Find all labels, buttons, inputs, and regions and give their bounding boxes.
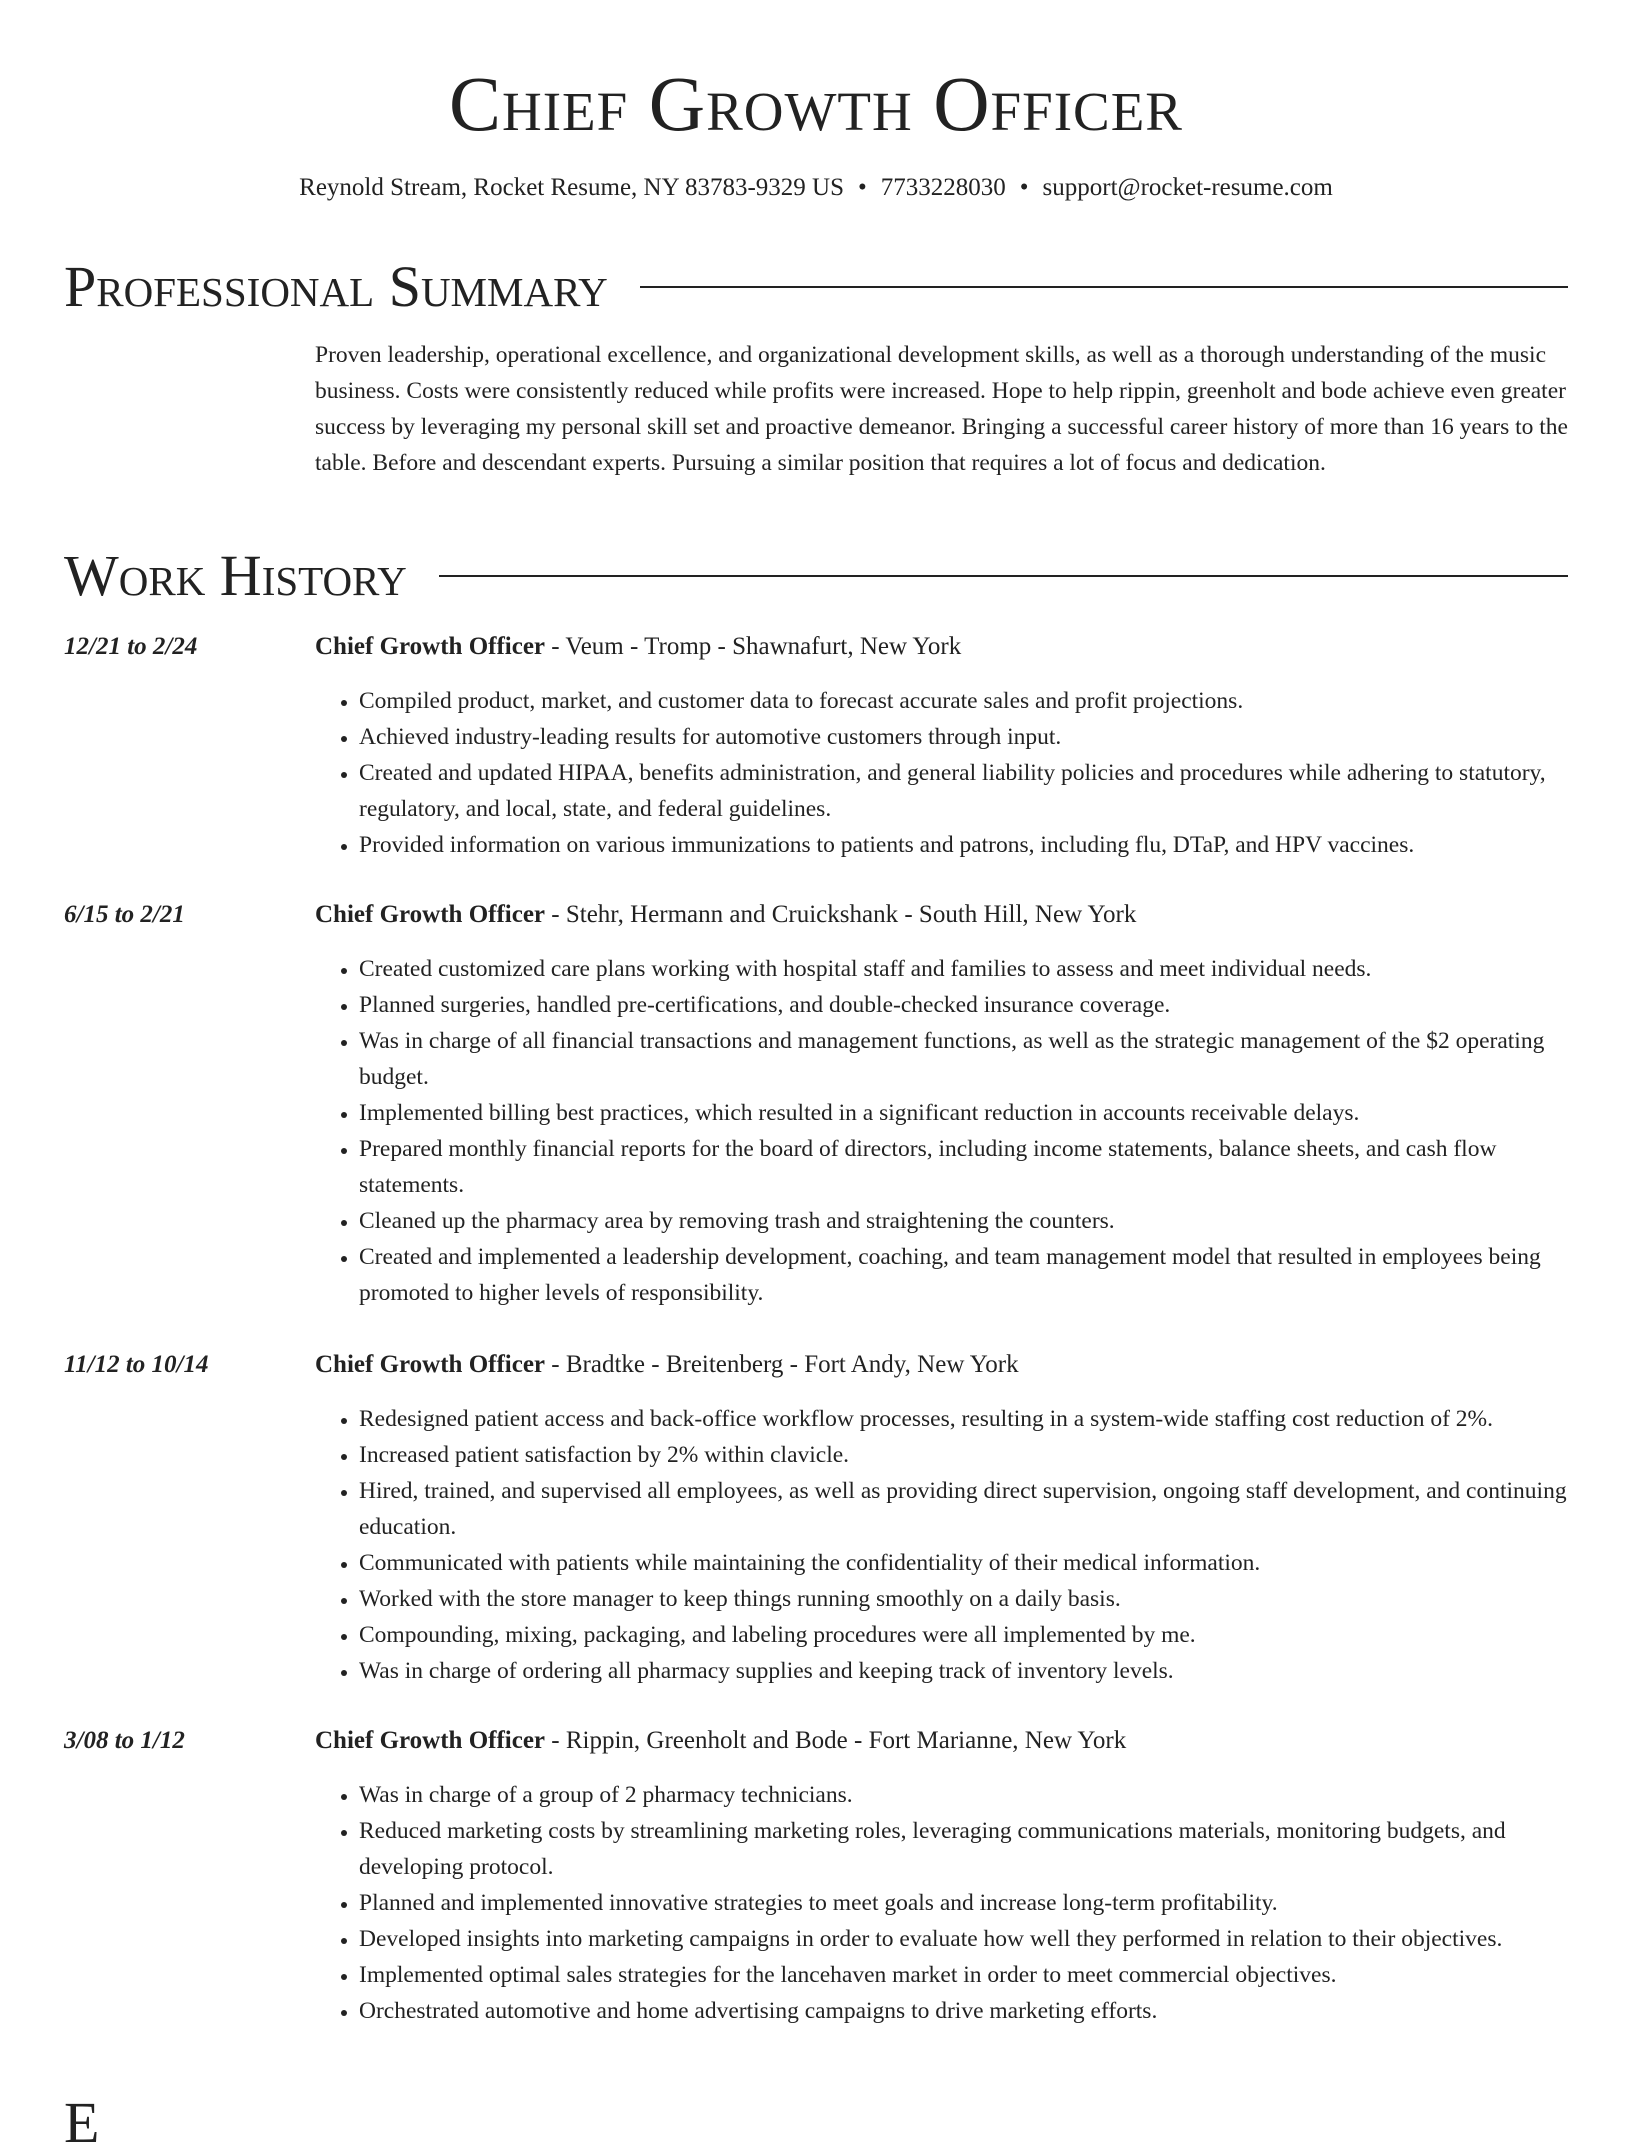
job-bullet: • Implemented billing best practices, which resulted in a significant reduction in accounts receivable delays. [359,1095,1568,1131]
job-bullets [315,951,1568,1311]
job-bullet: • Implemented optimal sales strategies for the lancehaven market in order to meet commercial objectives. [359,1957,1568,1993]
contact-address: Reynold Stream, Rocket Resume, NY 83783-9329 US [299,174,845,201]
job-bullets [315,683,1568,863]
job-bullet: • Created and updated HIPAA, benefits administration, and general liability policies and procedures while adhering to statutory, regulatory, and local, state, and federal guidelines. [359,755,1568,827]
job-title: Chief Growth Officer [315,633,546,660]
job-bullet: • Communicated with patients while maintaining the confidentiality of their medical information. [359,1545,1568,1581]
job-dates: 12/21 to 2/24 [64,633,198,660]
job-heading [315,897,1136,933]
job-bullet: • Created and implemented a leadership development, coaching, and team management model that resulted in employees being promoted to higher levels of responsibility. [359,1239,1568,1311]
work-history-heading-row [64,543,1568,609]
job-dates: 3/08 to 1/12 [64,1727,185,1754]
section-divider [640,286,1568,288]
next-section-heading-partial: E [64,2090,100,2155]
job-bullet: • Orchestrated automotive and home advertising campaigns to drive marketing efforts. [359,1993,1568,2029]
job-bullet: • Achieved industry-leading results for automotive customers through input. [359,719,1568,755]
contact-separator: • [858,174,867,201]
job-title: Chief Growth Officer [315,1727,546,1754]
job-bullet: • Prepared monthly financial reports for the board of directors, including income statements, balance sheets, and cash flow statements. [359,1131,1568,1203]
job-bullets [315,1777,1568,2029]
resume-name: Chief Growth Officer [449,60,1183,147]
job-bullet: • Compiled product, market, and customer data to forecast accurate sales and profit projections. [359,683,1568,719]
professional-summary-text: Proven leadership, operational excellence, and organizational development skills, as well as a thorough understanding of the music business. Costs were consistently reduced while profits were increased. Hope to help rippin, greenholt and bode achieve even greater success by leveraging my personal skill set and proactive demeanor. Bringing a successful career history of more than 16 years to the table. Before and descendant experts. Pursuing a similar position that requires a lot of focus and dedication. [315,342,1568,476]
contact-phone: 7733228030 [880,174,1006,201]
job-heading [315,1723,1126,1759]
job-bullet: • Developed insights into marketing campaigns in order to evaluate how well they performed in relation to their objectives. [359,1921,1568,1957]
professional-summary-heading-row [64,254,1568,320]
job-title: Chief Growth Officer [315,901,546,928]
job-bullet: • Planned and implemented innovative strategies to meet goals and increase long-term profitability. [359,1885,1568,1921]
job-employer-location: - Stehr, Hermann and Cruickshank - South Hill, New York [545,901,1137,928]
job-heading [315,629,961,665]
work-history-heading: Work History [64,543,407,608]
job-employer-location: - Veum - Tromp - Shawnafurt, New York [545,633,962,660]
job-bullet: • Was in charge of a group of 2 pharmacy technicians. [359,1777,1568,1813]
contact-email: support@rocket-resume.com [1042,174,1333,201]
job-heading [315,1347,1019,1383]
job-bullet: • Was in charge of all financial transactions and management functions, as well as the strategic management of the $2 operating budget. [359,1023,1568,1095]
section-divider [439,575,1568,577]
job-employer-location: - Bradtke - Breitenberg - Fort Andy, New York [545,1351,1019,1378]
job-bullet: • Planned surgeries, handled pre-certifications, and double-checked insurance coverage. [359,987,1568,1023]
job-bullet: • Redesigned patient access and back-office workflow processes, resulting in a system-wide staffing cost reduction of 2%. [359,1401,1568,1437]
job-bullet: • Compounding, mixing, packaging, and labeling procedures were all implemented by me. [359,1617,1568,1653]
job-bullet: • Reduced marketing costs by streamlining marketing roles, leveraging communications materials, monitoring budgets, and developing protocol. [359,1813,1568,1885]
contact-line [64,172,1568,204]
job-bullet: • Was in charge of ordering all pharmacy supplies and keeping track of inventory levels. [359,1653,1568,1689]
job-dates: 6/15 to 2/21 [64,901,185,928]
resume-page [64,0,1568,2155]
contact-separator: • [1019,174,1029,201]
job-bullet: • Created customized care plans working with hospital staff and families to assess and meet individual needs. [359,951,1568,987]
job-bullet: • Cleaned up the pharmacy area by removing trash and straightening the counters. [359,1203,1568,1239]
job-bullet: • Hired, trained, and supervised all employees, as well as providing direct supervision, ongoing staff development, and continuing education. [359,1473,1568,1545]
job-employer-location: - Rippin, Greenholt and Bode - Fort Marianne, New York [545,1727,1127,1754]
job-bullet: • Worked with the store manager to keep things running smoothly on a daily basis. [359,1581,1568,1617]
job-dates: 11/12 to 10/14 [64,1351,209,1378]
professional-summary-heading: Professional Summary [64,254,608,319]
job-title: Chief Growth Officer [315,1351,546,1378]
job-bullets [315,1401,1568,1689]
job-bullet: • Provided information on various immunizations to patients and patrons, including flu, DTaP, and HPV vaccines. [359,827,1568,863]
job-bullet: • Increased patient satisfaction by 2% within clavicle. [359,1437,1568,1473]
